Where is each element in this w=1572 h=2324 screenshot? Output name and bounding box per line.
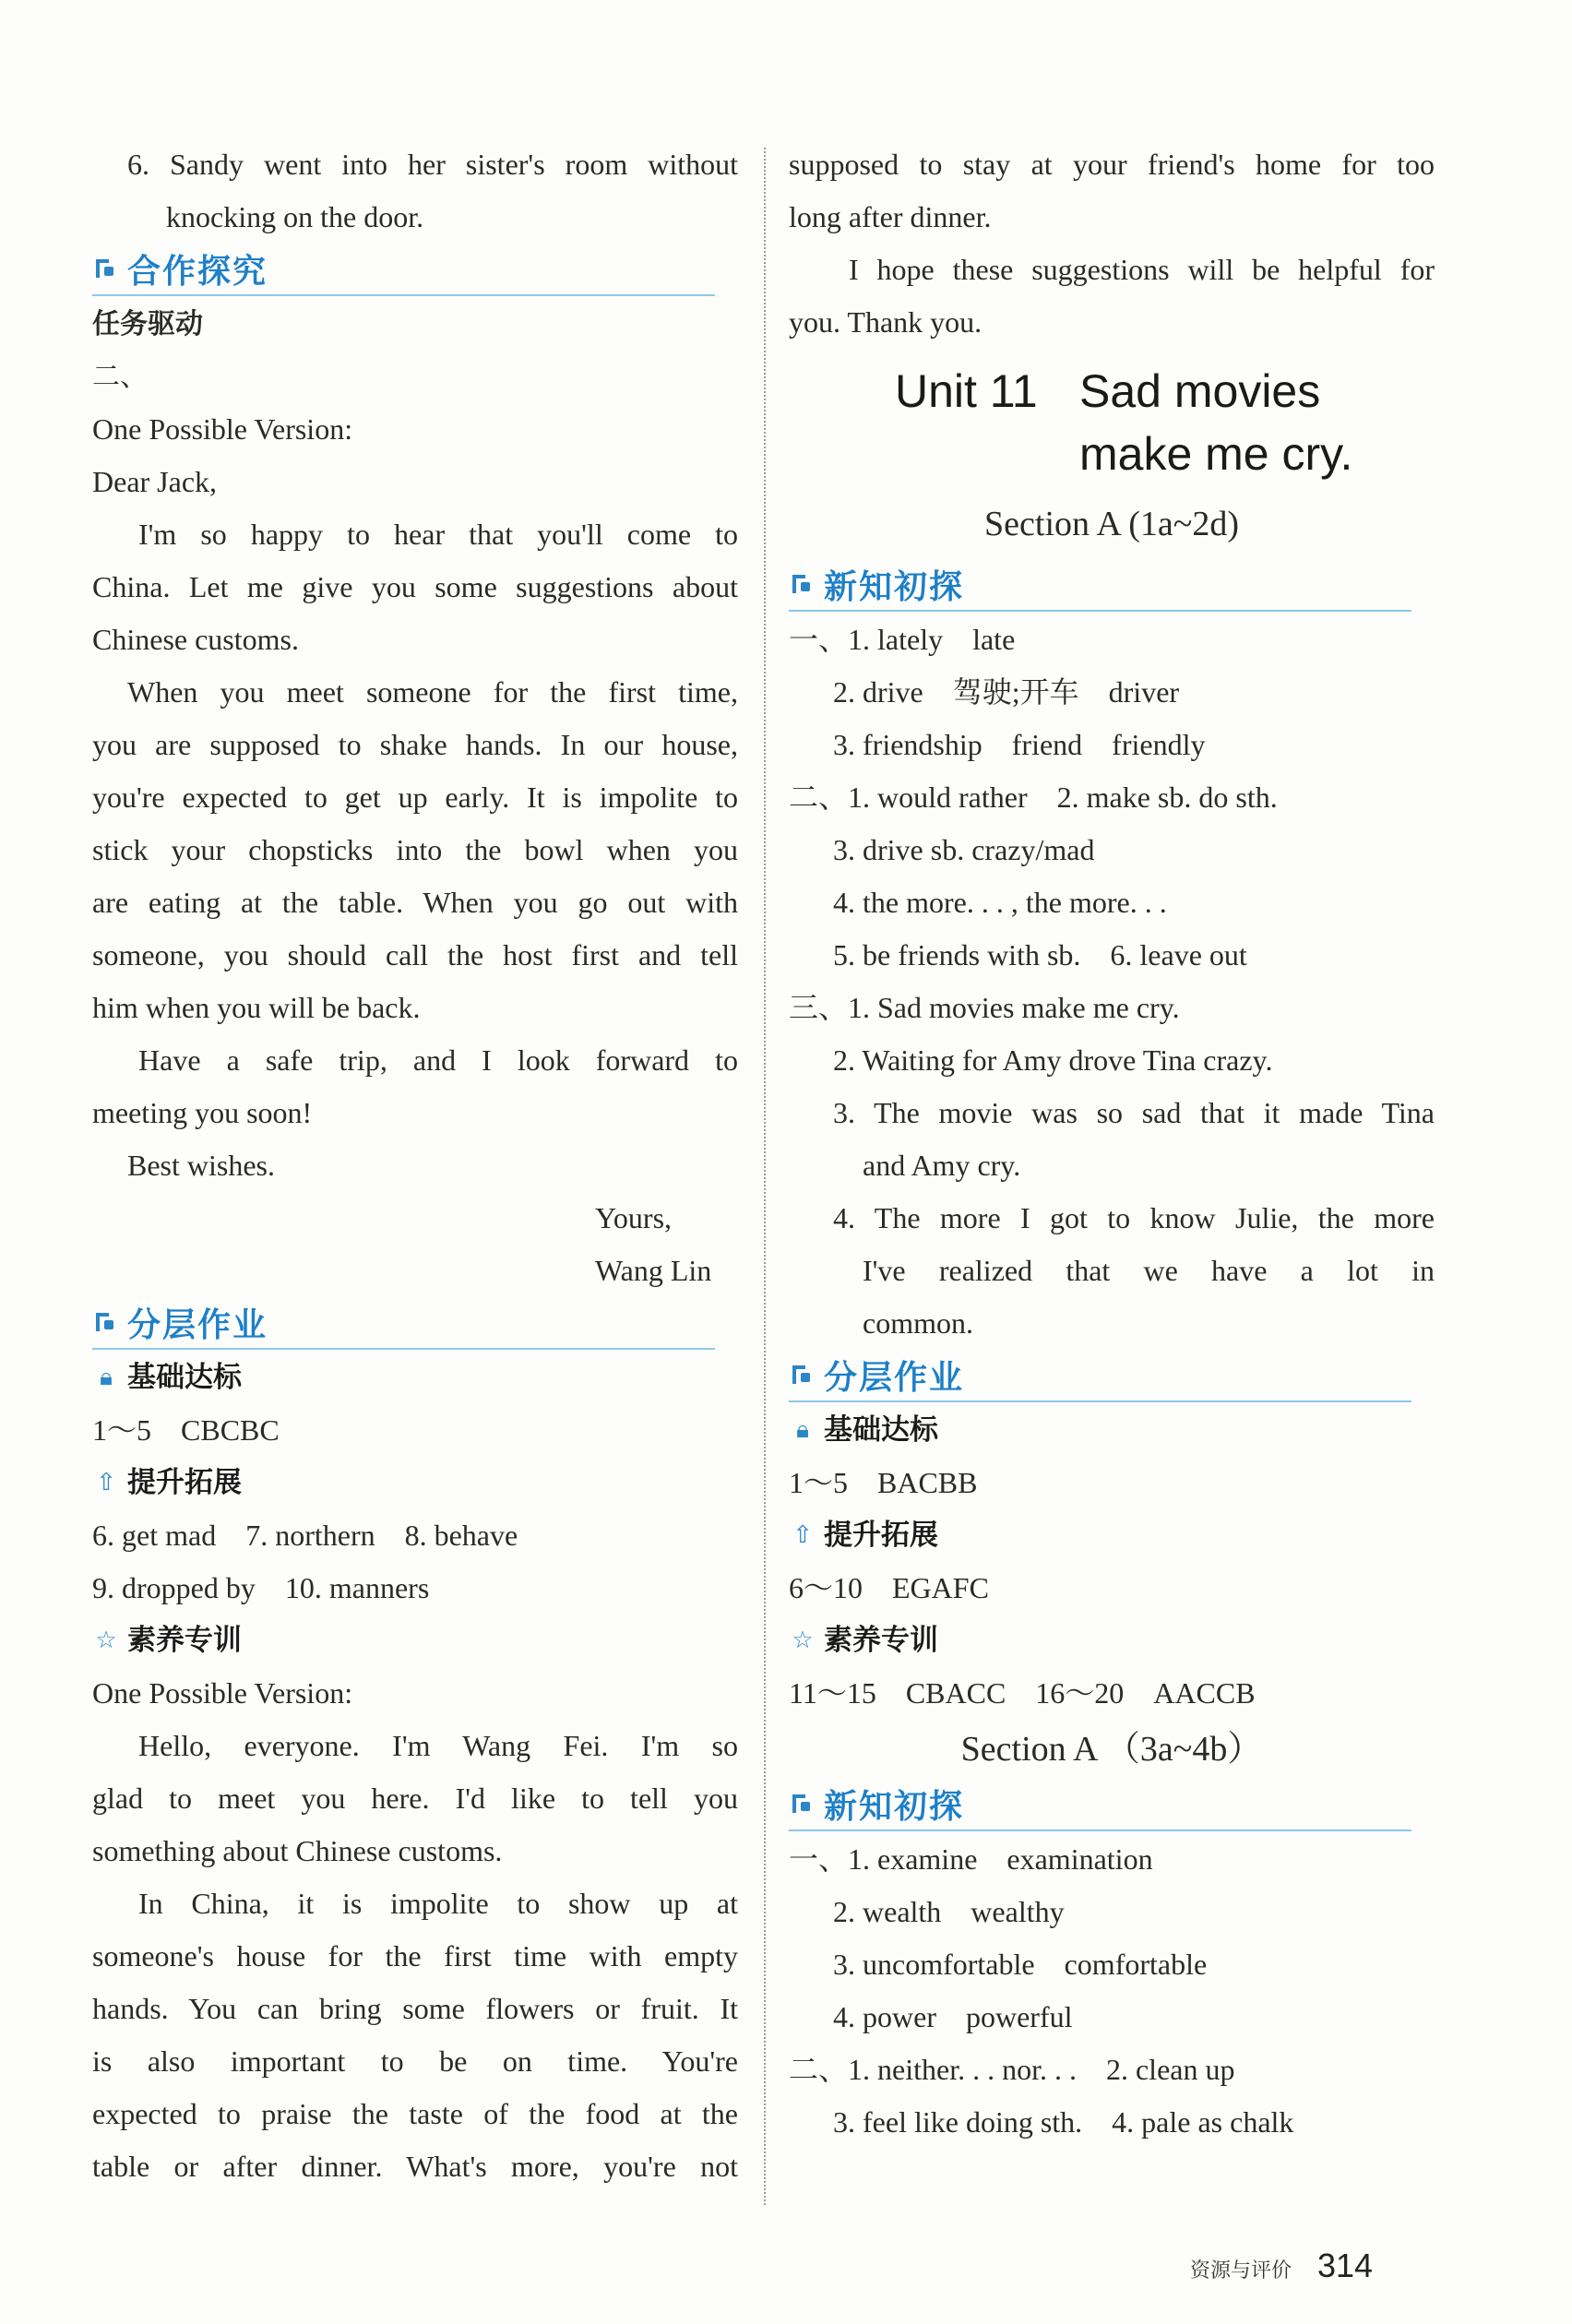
answer-line: 2. drive 驾驶;开车 driver bbox=[833, 675, 1180, 709]
answer-line: 一、1. examine examination bbox=[789, 1842, 1153, 1876]
answer-line: 3. drive sb. crazy/mad bbox=[833, 833, 1095, 866]
letter-line: When you meet someone for the first time, bbox=[127, 675, 738, 709]
task-label: 任务驱动 bbox=[92, 308, 203, 340]
letter-line: China. Let me give you some suggestions about bbox=[92, 570, 738, 603]
answer-line: knocking on the door. bbox=[166, 200, 424, 233]
answer-line: 4. power powerful bbox=[833, 2000, 1073, 2033]
answer-line: 6～10 EGAFC bbox=[789, 1571, 989, 1604]
answer-line: 1～5 BACBB bbox=[789, 1466, 978, 1499]
letter-signoff bbox=[92, 1192, 738, 1245]
answer-line: I've realized that we have a lot in bbox=[863, 1254, 1435, 1287]
section-title: 分层作业 bbox=[127, 1306, 268, 1344]
letter-line: Best wishes. bbox=[127, 1149, 275, 1182]
section-header-hezuo bbox=[92, 244, 715, 296]
subsection-suyang bbox=[789, 1615, 1435, 1667]
answer-line: 1～5 CBCBC bbox=[92, 1413, 280, 1447]
answer-line: 5. be friends with sb. 6. leave out bbox=[833, 938, 1247, 971]
section-marker-icon bbox=[94, 257, 118, 281]
answer-line: 一、1. lately late bbox=[789, 623, 1016, 656]
question-number: 二、 bbox=[92, 361, 148, 393]
subsection-title: 素养专训 bbox=[127, 1624, 242, 1657]
up-arrow-icon: ⇧ bbox=[96, 1469, 116, 1496]
speech-line: Hello, everyone. I'm Wang Fei. I'm so bbox=[138, 1729, 738, 1762]
speech-line: supposed to stay at your friend's home for too bbox=[789, 148, 1435, 181]
section-title: 新知初探 bbox=[824, 568, 965, 606]
speech-line: someone's house for the first time with empty bbox=[92, 1939, 738, 1972]
subsection-jichu bbox=[92, 1352, 738, 1404]
unit-label: Unit 11 bbox=[895, 365, 1038, 417]
speech-line: hands. You can bring some flowers or fruit. It bbox=[92, 1992, 738, 2025]
section-header-fenceng bbox=[789, 1350, 1411, 1402]
answer-line: 6. Sandy went into her sister's room without bbox=[127, 148, 738, 181]
signoff-yours: Yours, bbox=[595, 1201, 673, 1234]
section-marker-icon bbox=[94, 1311, 118, 1335]
speech-line: long after dinner. bbox=[789, 200, 992, 233]
answer-line: 3. friendship friend friendly bbox=[833, 728, 1206, 761]
column-divider bbox=[764, 148, 766, 2205]
letter-line: someone, you should call the host first and tell bbox=[92, 938, 738, 971]
speech-line: expected to praise the taste of the food at the bbox=[92, 2097, 738, 2130]
right-column bbox=[789, 138, 1435, 2149]
section-header-xinzhi bbox=[789, 1779, 1411, 1831]
unit-title-line2: make me cry. bbox=[1079, 428, 1353, 480]
answer-line: 11～15 CBACC 16～20 AACCB bbox=[789, 1676, 1256, 1710]
speech-line: One Possible Version: bbox=[92, 1676, 353, 1710]
unit-heading bbox=[789, 360, 1435, 423]
section-title: 新知初探 bbox=[824, 1788, 965, 1826]
section-title: 分层作业 bbox=[824, 1359, 965, 1397]
speech-line: table or after dinner. What's more, you're not bbox=[92, 2150, 738, 2183]
letter-signoff bbox=[92, 1245, 738, 1297]
answer-line: 3. The movie was so sad that it made Tina bbox=[833, 1096, 1435, 1129]
left-column bbox=[92, 138, 738, 2193]
speech-line: glad to meet you here. I'd like to tell you bbox=[92, 1782, 738, 1815]
speech-line: something about Chinese customs. bbox=[92, 1834, 503, 1867]
lock-icon: 🔒︎ bbox=[796, 1416, 809, 1444]
signoff-name: Wang Lin bbox=[595, 1254, 712, 1287]
up-arrow-icon: ⇧ bbox=[792, 1521, 813, 1549]
section-header-fenceng bbox=[92, 1297, 715, 1350]
answer-line: 6. get mad 7. northern 8. behave bbox=[92, 1519, 518, 1552]
lock-icon: 🔒︎ bbox=[100, 1364, 113, 1391]
letter-line: meeting you soon! bbox=[92, 1096, 313, 1129]
answer-line: 3. uncomfortable comfortable bbox=[833, 1948, 1208, 1981]
letter-line: One Possible Version: bbox=[92, 412, 353, 446]
answer-line: 2. Waiting for Amy drove Tina crazy. bbox=[833, 1043, 1273, 1077]
answer-line: 二、1. neither. . . nor. . . 2. clean up bbox=[789, 2053, 1235, 2086]
page-footer bbox=[1190, 2247, 1373, 2285]
speech-line: I hope these suggestions will be helpful for bbox=[849, 253, 1435, 286]
letter-line: are eating at the table. When you go out with bbox=[92, 886, 738, 919]
page-number: 314 bbox=[1317, 2247, 1374, 2284]
letter-line: I'm so happy to hear that you'll come to bbox=[138, 518, 738, 551]
answer-line: 三、1. Sad movies make me cry. bbox=[789, 991, 1180, 1024]
footer-text: 资源与评价 bbox=[1190, 2259, 1292, 2282]
speech-line: is also important to be on time. You're bbox=[92, 2044, 738, 2078]
answer-line: 2. wealth wealthy bbox=[833, 1895, 1065, 1928]
answer-line: 4. the more. . . , the more. . . bbox=[833, 886, 1167, 919]
answer-line: 3. feel like doing sth. 4. pale as chalk bbox=[833, 2105, 1294, 2139]
answer-line: and Amy cry. bbox=[863, 1149, 1021, 1182]
subsection-tisheng bbox=[92, 1457, 738, 1509]
subsection-title: 素养专训 bbox=[824, 1624, 938, 1657]
answer-line: 二、1. would rather 2. make sb. do sth. bbox=[789, 781, 1278, 814]
section-marker-icon bbox=[791, 1364, 815, 1388]
subsection-title: 基础达标 bbox=[127, 1361, 242, 1394]
letter-line: Chinese customs. bbox=[92, 623, 299, 656]
subsection-suyang bbox=[92, 1615, 738, 1667]
subsection-title: 提升拓展 bbox=[127, 1466, 242, 1499]
subsection-jichu bbox=[789, 1404, 1435, 1457]
answer-line: common. bbox=[863, 1306, 973, 1340]
subsection-title: 提升拓展 bbox=[824, 1519, 938, 1552]
letter-line: him when you will be back. bbox=[92, 991, 421, 1024]
star-icon: ☆ bbox=[95, 1627, 117, 1654]
section-header-xinzhi bbox=[789, 559, 1411, 612]
subsection-title: 基础达标 bbox=[824, 1413, 938, 1447]
speech-line: In China, it is impolite to show up at bbox=[138, 1887, 738, 1920]
letter-line: Have a safe trip, and I look forward to bbox=[138, 1043, 738, 1077]
star-icon: ☆ bbox=[792, 1627, 814, 1654]
unit-title-line1: Sad movies bbox=[1079, 365, 1321, 417]
letter-line: you're expected to get up early. It is impolite to bbox=[92, 781, 738, 814]
section-marker-icon bbox=[791, 573, 815, 597]
answer-line: 4. The more I got to know Julie, the more bbox=[833, 1201, 1435, 1234]
subsection-tisheng bbox=[789, 1509, 1435, 1562]
answer-line: 9. dropped by 10. manners bbox=[92, 1571, 430, 1604]
speech-line: you. Thank you. bbox=[789, 305, 982, 339]
section-title: 合作探究 bbox=[127, 253, 268, 291]
letter-line: you are supposed to shake hands. In our house, bbox=[92, 728, 738, 761]
section-heading: Section A （3a~4b） bbox=[960, 1730, 1263, 1769]
section-marker-icon bbox=[791, 1793, 815, 1817]
letter-line: Dear Jack, bbox=[92, 465, 218, 498]
letter-line: stick your chopsticks into the bowl when you bbox=[92, 833, 738, 866]
section-heading: Section A (1a~2d) bbox=[984, 505, 1239, 543]
